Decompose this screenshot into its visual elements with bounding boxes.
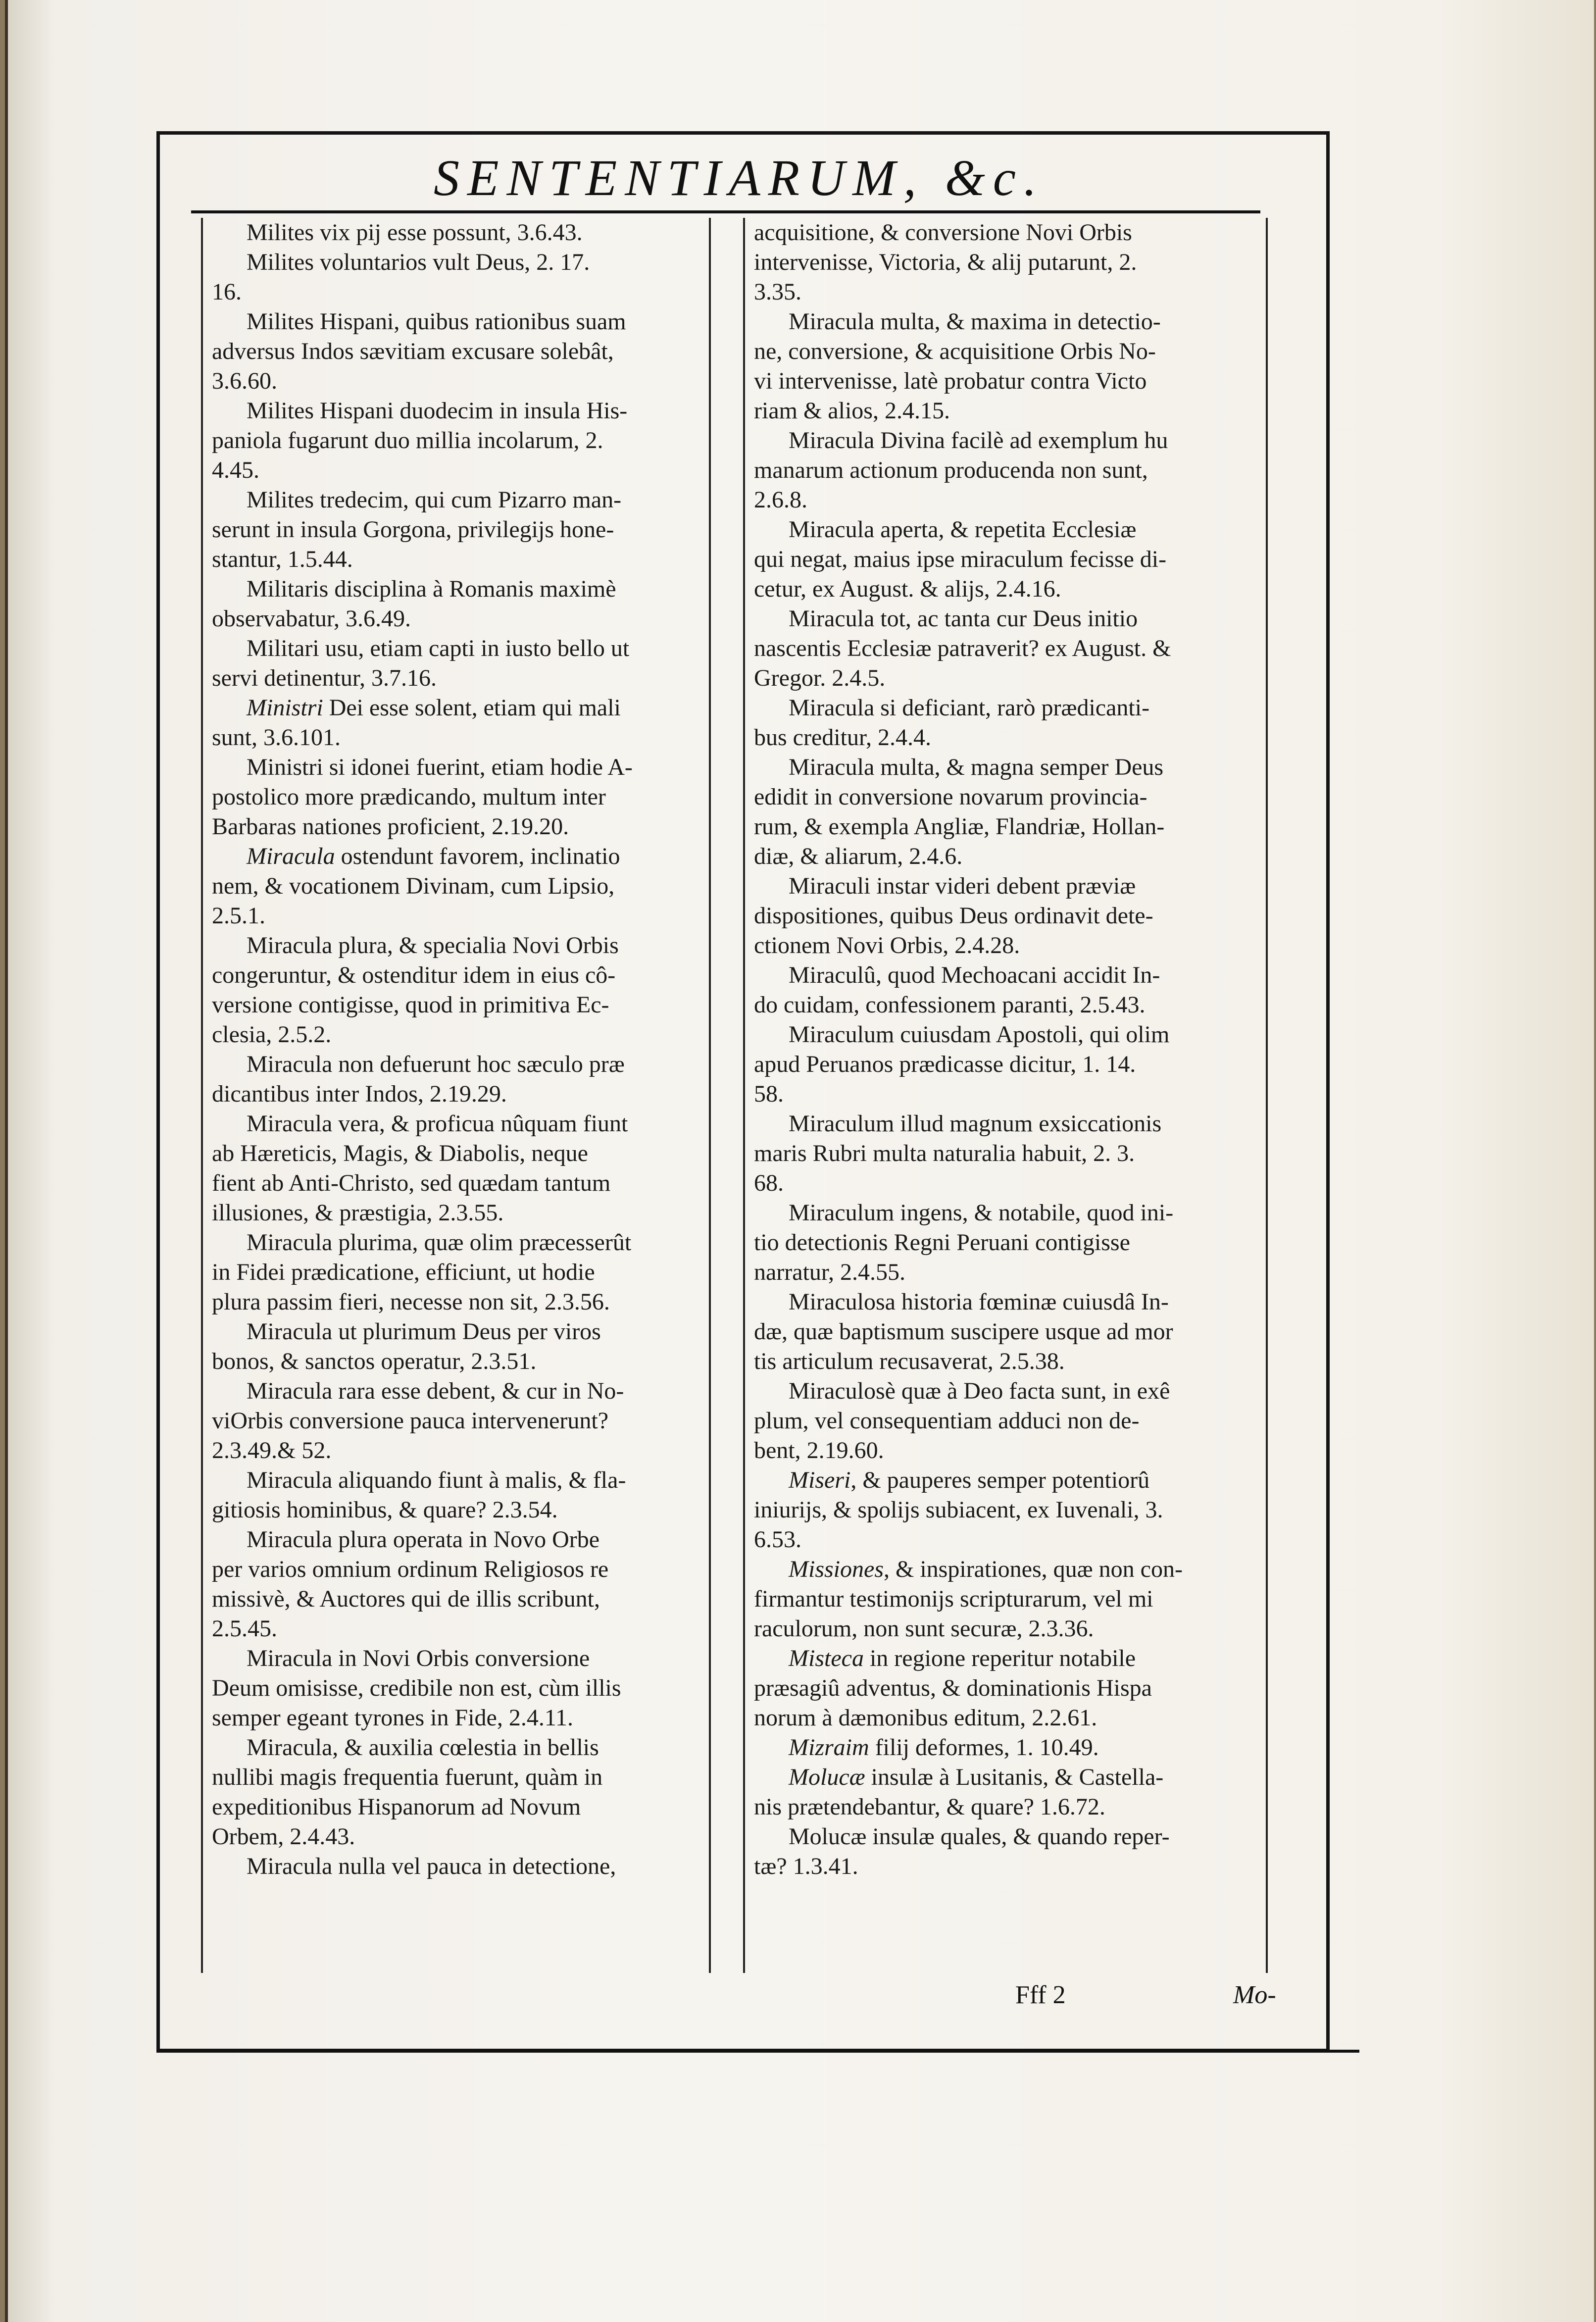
index-line: viOrbis conversione pauca intervenerunt?	[212, 1408, 609, 1434]
index-headword: Molucæ	[789, 1764, 865, 1790]
index-line: postolico more prædicando, multum inter	[212, 784, 606, 810]
index-line: vi intervenisse, latè probatur contra Victo	[754, 368, 1147, 394]
index-line: serunt in insula Gorgona, privilegijs hone-	[212, 516, 614, 543]
index-line: nem, & vocationem Divinam, cum Lipsio,	[212, 873, 615, 899]
index-line: Misteca in regione reperitur notabile	[789, 1645, 1136, 1671]
index-line: Milites voluntarios vult Deus, 2. 17.	[247, 249, 590, 275]
index-line: Miracula tot, ac tanta cur Deus initio	[789, 606, 1138, 632]
index-line: adversus Indos sævitiam excusare solebât,	[212, 338, 614, 364]
index-line: bent, 2.19.60.	[754, 1437, 884, 1464]
index-line: iniurijs, & spolijs subiacent, ex Iuvenali, 3.	[754, 1497, 1163, 1523]
index-line: Barbaras nationes proficient, 2.19.20.	[212, 813, 569, 840]
index-line: intervenisse, Victoria, & alij putarunt, 2.	[754, 249, 1137, 275]
index-line: tio detectionis Regni Peruani contigisse	[754, 1229, 1130, 1256]
index-headword: Missiones	[789, 1556, 884, 1582]
index-line: ctionem Novi Orbis, 2.4.28.	[754, 932, 1020, 959]
index-line: Miraculi instar videri debent præviæ	[789, 873, 1136, 899]
index-line: do cuidam, confessionem paranti, 2.5.43.	[754, 992, 1146, 1018]
index-line: Miracula in Novi Orbis conversione	[247, 1645, 590, 1671]
index-headword: Mizraim	[789, 1734, 869, 1761]
index-line: Mizraim filij deformes, 1. 10.49.	[789, 1734, 1099, 1761]
index-line: Miraculum cuiusdam Apostoli, qui olim	[789, 1021, 1170, 1048]
index-line: dæ, quæ baptismum suscipere usque ad mor	[754, 1318, 1173, 1345]
index-line: 2.3.49.& 52.	[212, 1437, 332, 1464]
index-line: Miraculosa historia fœminæ cuiusdâ In-	[789, 1289, 1169, 1315]
index-line: 6.53.	[754, 1526, 801, 1553]
index-line: clesia, 2.5.2.	[212, 1021, 332, 1048]
index-line: Miracula plura, & specialia Novi Orbis	[247, 932, 619, 959]
index-headword: Miseri	[789, 1467, 851, 1493]
index-line: apud Peruanos prædicasse dicitur, 1. 14.	[754, 1051, 1136, 1077]
index-line: Miraculum illud magnum exsiccationis	[789, 1111, 1162, 1137]
index-line: Miracula plurima, quæ olim præcesserût	[247, 1229, 632, 1256]
index-line: Molucæ insulæ à Lusitanis, & Castella-	[789, 1764, 1164, 1790]
index-line: fient ab Anti-Christo, sed quædam tantum	[212, 1170, 611, 1196]
index-line: qui negat, maius ipse miraculum fecisse di-	[754, 546, 1167, 572]
index-line: Miracula, & auxilia cœlestia in bellis	[247, 1734, 599, 1761]
index-line: Ministri si idonei fuerint, etiam hodie A-	[247, 754, 633, 780]
index-line: 4.45.	[212, 457, 259, 483]
index-line: præsagiû adventus, & dominationis Hispa	[754, 1675, 1152, 1701]
index-line: diæ, & aliarum, 2.4.6.	[754, 843, 963, 869]
index-line: observabatur, 3.6.49.	[212, 606, 411, 632]
index-line: Miraculû, quod Mechoacani accidit In-	[789, 962, 1160, 988]
index-line: Miracula Divina facilè ad exemplum hu	[789, 427, 1168, 454]
index-line: dicantibus inter Indos, 2.19.29.	[212, 1081, 507, 1107]
index-line: Orbem, 2.4.43.	[212, 1823, 355, 1850]
index-line: per varios omnium ordinum Religiosos re	[212, 1556, 609, 1582]
index-line: nullibi magis frequentia fuerunt, quàm in	[212, 1764, 603, 1790]
index-line: servi detinentur, 3.7.16.	[212, 665, 437, 691]
index-line: Miseri, & pauperes semper potentiorû	[789, 1467, 1150, 1493]
index-line: ne, conversione, & acquisitione Orbis No-	[754, 338, 1156, 364]
index-line: tis articulum recusaverat, 2.5.38.	[754, 1348, 1065, 1374]
index-line: versione contigisse, quod in primitiva Ec-	[212, 992, 609, 1018]
index-line: semper egeant tyrones in Fide, 2.4.11.	[212, 1705, 574, 1731]
index-line: in Fidei prædicatione, efficiunt, ut hodie	[212, 1259, 595, 1285]
index-line: maris Rubri multa naturalia habuit, 2. 3.	[754, 1140, 1135, 1166]
index-line: Miracula vera, & proficua nûquam fiunt	[247, 1111, 628, 1137]
index-line: Militari usu, etiam capti in iusto bello ut	[247, 635, 630, 661]
running-head: SENTENTIARUM, &c.	[434, 150, 1045, 206]
index-line: acquisitione, & conversione Novi Orbis	[754, 219, 1132, 246]
index-line: nascentis Ecclesiæ patraverit? ex August. &	[754, 635, 1171, 661]
index-line: gitiosis hominibus, & quare? 2.3.54.	[212, 1497, 558, 1523]
index-line: raculorum, non sunt securæ, 2.3.36.	[754, 1615, 1094, 1642]
book-page	[5, 0, 1594, 2322]
index-line: Missiones, & inspirationes, quæ non con-	[789, 1556, 1183, 1582]
index-line: Miracula multa, & magna semper Deus	[789, 754, 1164, 780]
index-line: 3.6.60.	[212, 368, 277, 394]
index-line: nis prætendebantur, & quare? 1.6.72.	[754, 1794, 1105, 1820]
index-line: tæ? 1.3.41.	[754, 1853, 858, 1879]
header-rule	[191, 210, 1260, 213]
index-line: Miracula rara esse debent, & cur in No-	[247, 1378, 624, 1404]
index-line: Gregor. 2.4.5.	[754, 665, 886, 691]
index-line: narratur, 2.4.55.	[754, 1259, 905, 1285]
index-line: Milites Hispani, quibus rationibus suam	[247, 308, 626, 335]
index-line: congeruntur, & ostenditur idem in eius cô-	[212, 962, 616, 988]
index-headword: Misteca	[789, 1645, 864, 1671]
index-line: riam & alios, 2.4.15.	[754, 398, 950, 424]
index-line: Milites vix pij esse possunt, 3.6.43.	[247, 219, 583, 246]
index-line: Milites tredecim, qui cum Pizarro man-	[247, 487, 622, 513]
signature-mark: Fff 2	[1015, 1981, 1066, 2009]
index-line: Miracula plura operata in Novo Orbe	[247, 1526, 600, 1553]
index-line: Deum omisisse, credibile non est, cùm illis	[212, 1675, 621, 1701]
index-line: Miraculosè quæ à Deo facta sunt, in exê	[789, 1378, 1170, 1404]
index-line: Ministri Dei esse solent, etiam qui mali	[247, 695, 621, 721]
index-line: 58.	[754, 1081, 784, 1107]
index-line: Miraculum ingens, & notabile, quod ini-	[789, 1200, 1174, 1226]
index-line: edidit in conversione novarum provincia-	[754, 784, 1147, 810]
index-line: Miracula multa, & maxima in detectio-	[789, 308, 1161, 335]
index-line: 2.5.1.	[212, 903, 265, 929]
index-line: bonos, & sanctos operatur, 2.3.51.	[212, 1348, 537, 1374]
index-line: dispositiones, quibus Deus ordinavit dete-	[754, 903, 1153, 929]
index-line: sunt, 3.6.101.	[212, 724, 341, 751]
bottom-rule	[156, 2050, 1359, 2053]
index-line: expeditionibus Hispanorum ad Novum	[212, 1794, 581, 1820]
index-line: rum, & exempla Angliæ, Flandriæ, Hollan-	[754, 813, 1165, 840]
catchword: Mo-	[1233, 1981, 1276, 2009]
index-line: manarum actionum producenda non sunt,	[754, 457, 1148, 483]
index-line: Militaris disciplina à Romanis maximè	[247, 576, 616, 602]
index-line: plum, vel consequentiam adduci non de-	[754, 1408, 1140, 1434]
index-line: Miracula aliquando fiunt à malis, & fla-	[247, 1467, 626, 1493]
index-line: paniola fugarunt duo millia incolarum, 2.	[212, 427, 603, 454]
index-line: 16.	[212, 279, 242, 305]
index-headword: Ministri	[247, 695, 323, 721]
index-line: 2.6.8.	[754, 487, 807, 513]
index-line: 68.	[754, 1170, 784, 1196]
index-headword: Miracula	[247, 843, 335, 869]
index-line: stantur, 1.5.44.	[212, 546, 353, 572]
index-line: 3.35.	[754, 279, 801, 305]
index-line: ab Hæreticis, Magis, & Diabolis, neque	[212, 1140, 588, 1166]
index-line: plura passim fieri, necesse non sit, 2.3.56.	[212, 1289, 610, 1315]
index-line: Miracula si deficiant, rarò prædicanti-	[789, 695, 1150, 721]
index-line: illusiones, & præstigia, 2.3.55.	[212, 1200, 504, 1226]
left-column	[201, 218, 711, 1973]
index-line: firmantur testimonijs scripturarum, vel mi	[754, 1586, 1153, 1612]
index-line: norum à dæmonibus editum, 2.2.61.	[754, 1705, 1097, 1731]
index-line: 2.5.45.	[212, 1615, 277, 1642]
index-line: Miracula ut plurimum Deus per viros	[247, 1318, 601, 1345]
index-line: Miracula nulla vel pauca in detectione,	[247, 1853, 616, 1879]
right-column	[743, 218, 1268, 1973]
index-line: missivè, & Auctores qui de illis scribunt,	[212, 1586, 600, 1612]
index-line: Miracula aperta, & repetita Ecclesiæ	[789, 516, 1137, 543]
index-line: bus creditur, 2.4.4.	[754, 724, 932, 751]
index-line: cetur, ex August. & alijs, 2.4.16.	[754, 576, 1061, 602]
index-line: Molucæ insulæ quales, & quando reper-	[789, 1823, 1170, 1850]
index-line: Milites Hispani duodecim in insula His-	[247, 398, 628, 424]
index-line: Miracula ostendunt favorem, inclinatio	[247, 843, 620, 869]
index-line: Miracula non defuerunt hoc sæculo præ	[247, 1051, 625, 1077]
